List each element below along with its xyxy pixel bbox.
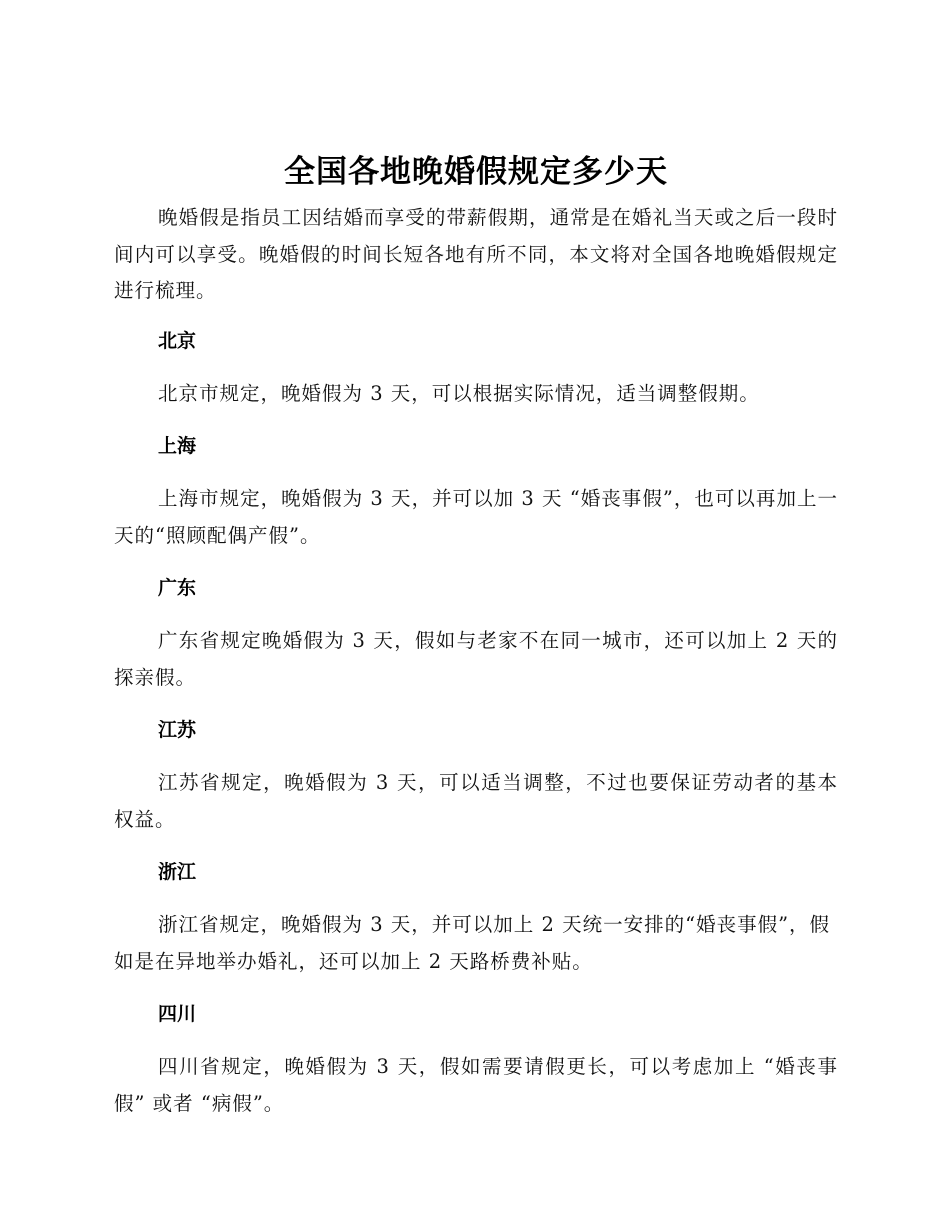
region-paragraph: 北京市规定，晚婚假为 3 天，可以根据实际情况，适当调整假期。 [158, 381, 760, 405]
region-section-sichuan [114, 996, 838, 1122]
region-section-beijing [114, 323, 838, 413]
region-paragraph: 江苏省规定，晚婚假为 3 天，可以适当调整，不过也要保证劳动者的基本权益。 [114, 771, 838, 831]
region-paragraph: 上海市规定，晚婚假为 3 天，并可以加 3 天 “婚丧事假”，也可以再加上一天的“照顾配偶产假”。 [114, 487, 838, 547]
document-title: 全国各地晚婚假规定多少天 [284, 154, 668, 190]
region-paragraph: 四川省规定，晚婚假为 3 天，假如需要请假更长，可以考虑加上 “婚丧事假” 或者 “病假”。 [114, 1055, 838, 1115]
region-heading: 四川 [158, 1003, 197, 1025]
region-paragraph: 浙江省规定，晚婚假为 3 天，并可以加上 2 天统一安排的“婚丧事假”，假如是在异地举办婚礼，还可以加上 2 天路桥费补贴。 [114, 913, 831, 973]
region-section-shanghai [114, 428, 838, 554]
intro-paragraph: 晚婚假是指员工因结婚而享受的带薪假期，通常是在婚礼当天或之后一段时间内可以享受。晚婚假的时间长短各地有所不同，本文将对全国各地晚婚假规定进行梳理。 [114, 206, 838, 302]
region-section-zhejiang [114, 854, 838, 980]
region-heading: 上海 [158, 435, 197, 457]
region-heading: 广东 [158, 577, 197, 599]
region-heading: 浙江 [158, 861, 197, 883]
region-section-guangdong [114, 570, 838, 696]
region-heading: 北京 [158, 329, 197, 352]
document-page [114, 148, 838, 1122]
region-heading: 江苏 [158, 719, 197, 741]
region-section-jiangsu [114, 712, 838, 838]
region-paragraph: 广东省规定晚婚假为 3 天，假如与老家不在同一城市，还可以加上 2 天的探亲假。 [114, 629, 838, 689]
